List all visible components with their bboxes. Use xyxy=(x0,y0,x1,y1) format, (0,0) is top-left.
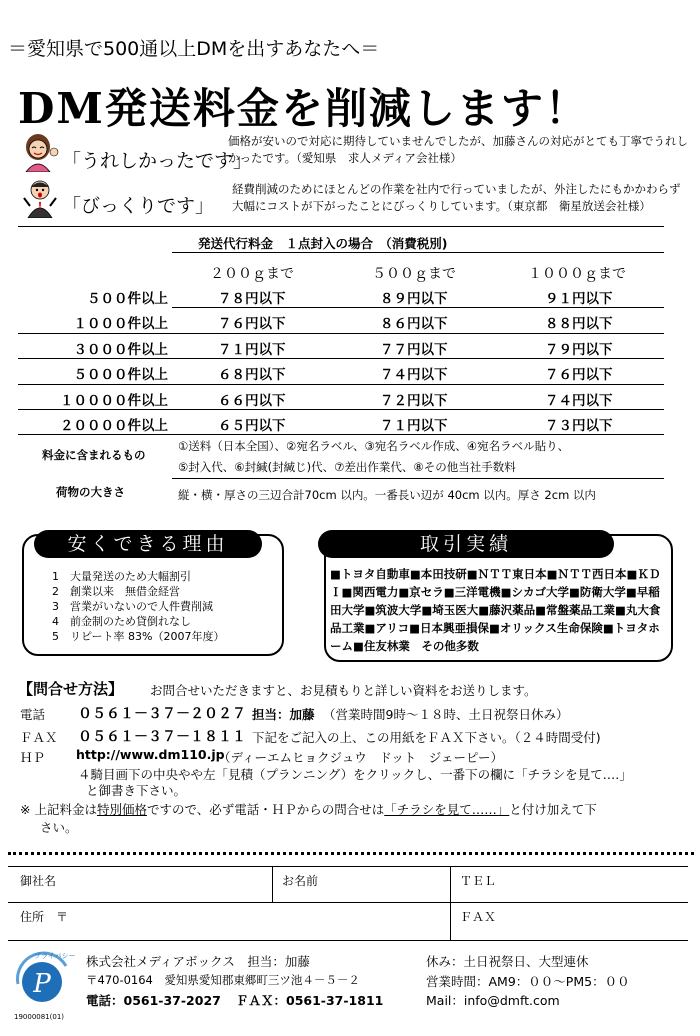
flyer-phrase: 「チラシを見て‥‥‥」 xyxy=(384,802,510,817)
table-cell: ７６円以下 xyxy=(545,367,613,383)
table-row-label: １０００件以上 xyxy=(73,316,168,332)
testimonial-comment: 経費削減のためにほとんどの作業を社内で行っていましたが、外注したにもかかわらず大幅にコストが下がったことにびっくりしています。（東京都 衛星放送会社様） xyxy=(232,182,681,213)
included-line: ⑤封入代、⑥封緘(封緘じ)代、⑦差出作業代、⑧その他当社手数料 xyxy=(178,460,516,474)
hp-reading: （ディーエムヒョクジュウ ドット ジェーピー） xyxy=(218,750,504,765)
header-subtitle: ＝愛知県で500通以上DMを出すあなたへ＝ xyxy=(8,38,380,60)
reason-item: 1 大量発送のため大幅割引 xyxy=(52,570,191,583)
company-holidays: 休み：土日祝祭日、大型連休 xyxy=(426,954,589,969)
fax-number: ０５６１－３７－１８１１ xyxy=(78,729,246,745)
svg-text:P: P xyxy=(33,969,51,999)
table-cell: ６８円以下 xyxy=(218,367,286,383)
phone-contact-person: 担当：加藤 xyxy=(252,707,315,722)
hp-url-link[interactable]: http://www.dm110.jp xyxy=(76,747,225,762)
size-label: 荷物の大きさ xyxy=(56,485,125,499)
table-cell: ９１円以下 xyxy=(545,291,613,307)
table-row-label: １００００件以上 xyxy=(60,393,168,409)
fax-note: 下記をご記入の上、この用紙をＦＡＸ下さい。（２４時間受付) xyxy=(252,730,601,745)
fax-field-label: ＦＡＸ xyxy=(460,910,497,924)
testimonial-quote: 「うれしかったです」 xyxy=(62,150,253,172)
table-cell: ７８円以下 xyxy=(218,291,286,307)
contact-heading: 【問合せ方法】 xyxy=(18,680,124,698)
price-table-title: 発送代行料金 １点封入の場合 （消費税別) xyxy=(198,236,448,251)
hp-label: ＨＰ xyxy=(20,750,46,765)
privacy-mark-number: 19000081(01) xyxy=(14,1013,64,1021)
company-field-label: 御社名 xyxy=(20,874,57,888)
table-row-label: ５０００件以上 xyxy=(73,367,168,383)
table-row-label: ５００件以上 xyxy=(87,291,168,307)
column-header: ５００ｇまで xyxy=(372,266,456,282)
company-mail-link[interactable]: Mail：info@dmft.com xyxy=(426,993,560,1008)
hp-note: ４騎目画下の中央やや左「見積（プランニング）をクリックし、一番下の欄に「チラシを見て‥‥」 xyxy=(78,767,632,782)
company-address: 〒470-0164 愛知県愛知郡東郷町三ツ池４－５－２ xyxy=(86,973,360,987)
special-price-text: 特別価格 xyxy=(96,802,147,817)
company-fax: ＦＡＸ：0561-37-1811 xyxy=(236,993,384,1008)
included-label: 料金に含まれるもの xyxy=(42,448,146,462)
contact-intro: お問合せいただきますと、お見積もりと詳しい資料をお送りします。 xyxy=(150,683,537,698)
special-note-text: ですので、必ず電話・ＨＰからの問合せは xyxy=(146,802,385,817)
special-price-note xyxy=(20,800,597,818)
table-row-label: ２００００件以上 xyxy=(60,418,168,434)
table-row-label: ３０００件以上 xyxy=(73,342,168,358)
clients-title: 取引実績 xyxy=(318,530,614,558)
table-cell: ８８円以下 xyxy=(545,316,613,332)
reason-item: 5 リピート率 83%（2007年度） xyxy=(52,630,225,643)
table-cell: ７１円以下 xyxy=(380,418,448,434)
testimonial-comment: 価格が安いので対応に期待していませんでしたが、加藤さんの対応がとても丁寧でうれしかったです。（愛知県 求人メディア会社様） xyxy=(228,134,688,165)
table-cell: ７７円以下 xyxy=(380,342,448,358)
special-note-text: と付け加えて下 xyxy=(509,802,597,817)
header-title: DM発送料金を削減します！ xyxy=(18,84,589,133)
special-note-end: さい。 xyxy=(40,820,78,835)
reason-item: 4 前金制のため貸倒れなし xyxy=(52,615,191,628)
phone-label: 電話 xyxy=(20,707,46,722)
included-line: ①送料（日本全国）、②宛名ラベル、③宛名ラベル作成、④宛名ラベル貼り、 xyxy=(178,439,570,453)
table-cell: ７４円以下 xyxy=(380,367,448,383)
reason-item: 2 創業以来 無借金経営 xyxy=(52,585,180,598)
table-cell: ８６円以下 xyxy=(380,316,448,332)
address-field-label: 住所 〒 xyxy=(20,910,69,924)
table-cell: ８９円以下 xyxy=(380,291,448,307)
size-text: 縦・横・厚さの三辺合計70cm 以内。一番長い辺が 40cm 以内。厚さ 2cm 以内 xyxy=(178,488,596,502)
table-cell: ７４円以下 xyxy=(545,393,613,409)
hp-note: と御書き下さい。 xyxy=(86,783,187,798)
privacy-mark-text: プライバシー xyxy=(34,952,76,960)
company-phone: 電話：0561-37-2027 xyxy=(86,993,221,1008)
clients-list: ■トヨタ自動車■本田技研■ＮＴＴ東日本■ＮＴＴ西日本■ＫＤＩ■関西電力■京セラ■三洋電機■シカゴ大学■防衛大学■早稲田大学■筑波大学■埼玉医大■藤沢薬品■常盤薬品工業■丸大食品工業■アリコ■日本興亜損保■オリックス生命保険■トヨタホーム■住友林業 その他多数 xyxy=(330,567,661,653)
table-cell: ７１円以下 xyxy=(218,342,286,358)
column-header: １０００ｇまで xyxy=(528,266,626,282)
fax-label: ＦＡＸ xyxy=(20,730,58,745)
reason-item: 3 営業がいないので人件費削減 xyxy=(52,600,213,613)
reasons-title: 安くできる理由 xyxy=(34,530,262,558)
table-cell: ７３円以下 xyxy=(545,418,613,434)
woman-illustration-icon xyxy=(18,132,62,172)
phone-hours: （営業時間9時～１８時、土日祝祭日休み） xyxy=(323,707,569,722)
phone-number[interactable]: ０５６１－３７－２０２７ xyxy=(78,706,246,722)
company-name: 株式会社メディアボックス 担当：加藤 xyxy=(86,954,310,969)
table-cell: ６５円以下 xyxy=(218,418,286,434)
tel-field-label: ＴＥＬ xyxy=(460,874,497,888)
special-note-text: ※ 上記料金は xyxy=(20,802,97,817)
man-illustration-icon xyxy=(18,178,62,218)
table-cell: ６６円以下 xyxy=(218,393,286,409)
testimonial-quote: 「びっくりです」 xyxy=(62,195,215,217)
name-field-label: お名前 xyxy=(282,874,319,888)
column-header: ２００ｇまで xyxy=(210,266,294,282)
table-cell: ７６円以下 xyxy=(218,316,286,332)
table-cell: ７９円以下 xyxy=(545,342,613,358)
company-hours: 営業時間：AM9：００～PM5：００ xyxy=(426,974,630,989)
cut-line xyxy=(8,852,694,855)
table-cell: ７２円以下 xyxy=(380,393,448,409)
